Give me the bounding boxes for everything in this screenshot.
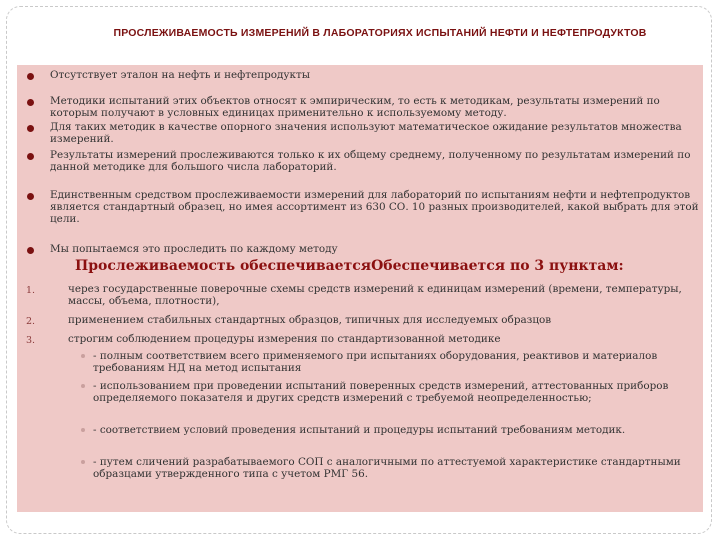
sub-bullet-marker bbox=[81, 428, 85, 432]
sub-bullet-marker bbox=[81, 460, 85, 464]
bullet-item: Результаты измерений прослеживаются только к их общему среднему, полученному по результатам измерений по данной методике для большого числа лабораторий. bbox=[50, 149, 691, 174]
sub-bullet-marker bbox=[81, 354, 85, 358]
bullet-marker bbox=[27, 73, 34, 80]
bullet-item: Единственным средством прослеживаемости измерений для лабораторий по испытаниям нефти и нефтепродуктов является стандартный образец, но имея ассортимент из 630 СО. 10 разных производителей, какой выбрать для этой цели. bbox=[50, 189, 699, 226]
sub-bullet-item: - соответствием условий проведения испытаний и процедуры испытаний требованиям методик. bbox=[93, 424, 626, 436]
bullet-item: Мы попытаемся это проследить по каждому методу bbox=[50, 243, 338, 255]
bullet-item: Методики испытаний этих объектов относят к эмпирическим, то есть к методикам, результаты измерений по которым получают в условных единицах применительно к используемому методу. bbox=[50, 95, 660, 120]
list-number: 2. bbox=[26, 316, 36, 327]
numbered-item: применением стабильных стандартных образцов, типичных для исследуемых образцов bbox=[68, 314, 552, 326]
slide-title: ПРОСЛЕЖИВАЕМОСТЬ ИЗМЕРЕНИЙ В ЛАБОРАТОРИЯХ ИСПЫТАНИЙ НЕФТИ И НЕФТЕПРОДУКТОВ bbox=[113, 27, 647, 39]
sub-bullet-item: - использованием при проведении испытаний поверенных средств измерений, аттестованных приборов определяемого показателя и других средств измерений с требуемой неопределенностью; bbox=[93, 380, 669, 404]
bullet-marker bbox=[27, 153, 34, 160]
bullet-marker bbox=[27, 99, 34, 106]
numbered-item: через государственные поверочные схемы средств измерений к единицам измерений (времени, температуры, массы, объема, плотности), bbox=[68, 283, 682, 308]
numbered-item: строгим соблюдением процедуры измерения по стандартизованной методике bbox=[68, 333, 501, 345]
section-subheading: Прослеживаемость обеспечиваетсяОбеспечивается по 3 пунктам: bbox=[75, 258, 624, 274]
sub-bullet-item: - полным соответствием всего применяемого при испытаниях оборудования, реактивов и материалов требованиям НД на метод испытания bbox=[93, 350, 658, 374]
bullet-marker bbox=[27, 247, 34, 254]
list-number: 3. bbox=[26, 335, 36, 346]
sub-bullet-item: - путем сличений разрабатываемого СОП с аналогичными по аттестуемой характеристике стандартными образцами утвержденного типа с учетом РМГ 56. bbox=[93, 456, 681, 480]
sub-bullet-marker bbox=[81, 384, 85, 388]
bullet-marker bbox=[27, 193, 34, 200]
list-number: 1. bbox=[26, 285, 36, 296]
bullet-marker bbox=[27, 125, 34, 132]
bullet-item: Отсутствует эталон на нефть и нефтепродукты bbox=[50, 69, 311, 81]
bullet-item: Для таких методик в качестве опорного значения используют математическое ожидание результатов множества измерений. bbox=[50, 121, 682, 146]
